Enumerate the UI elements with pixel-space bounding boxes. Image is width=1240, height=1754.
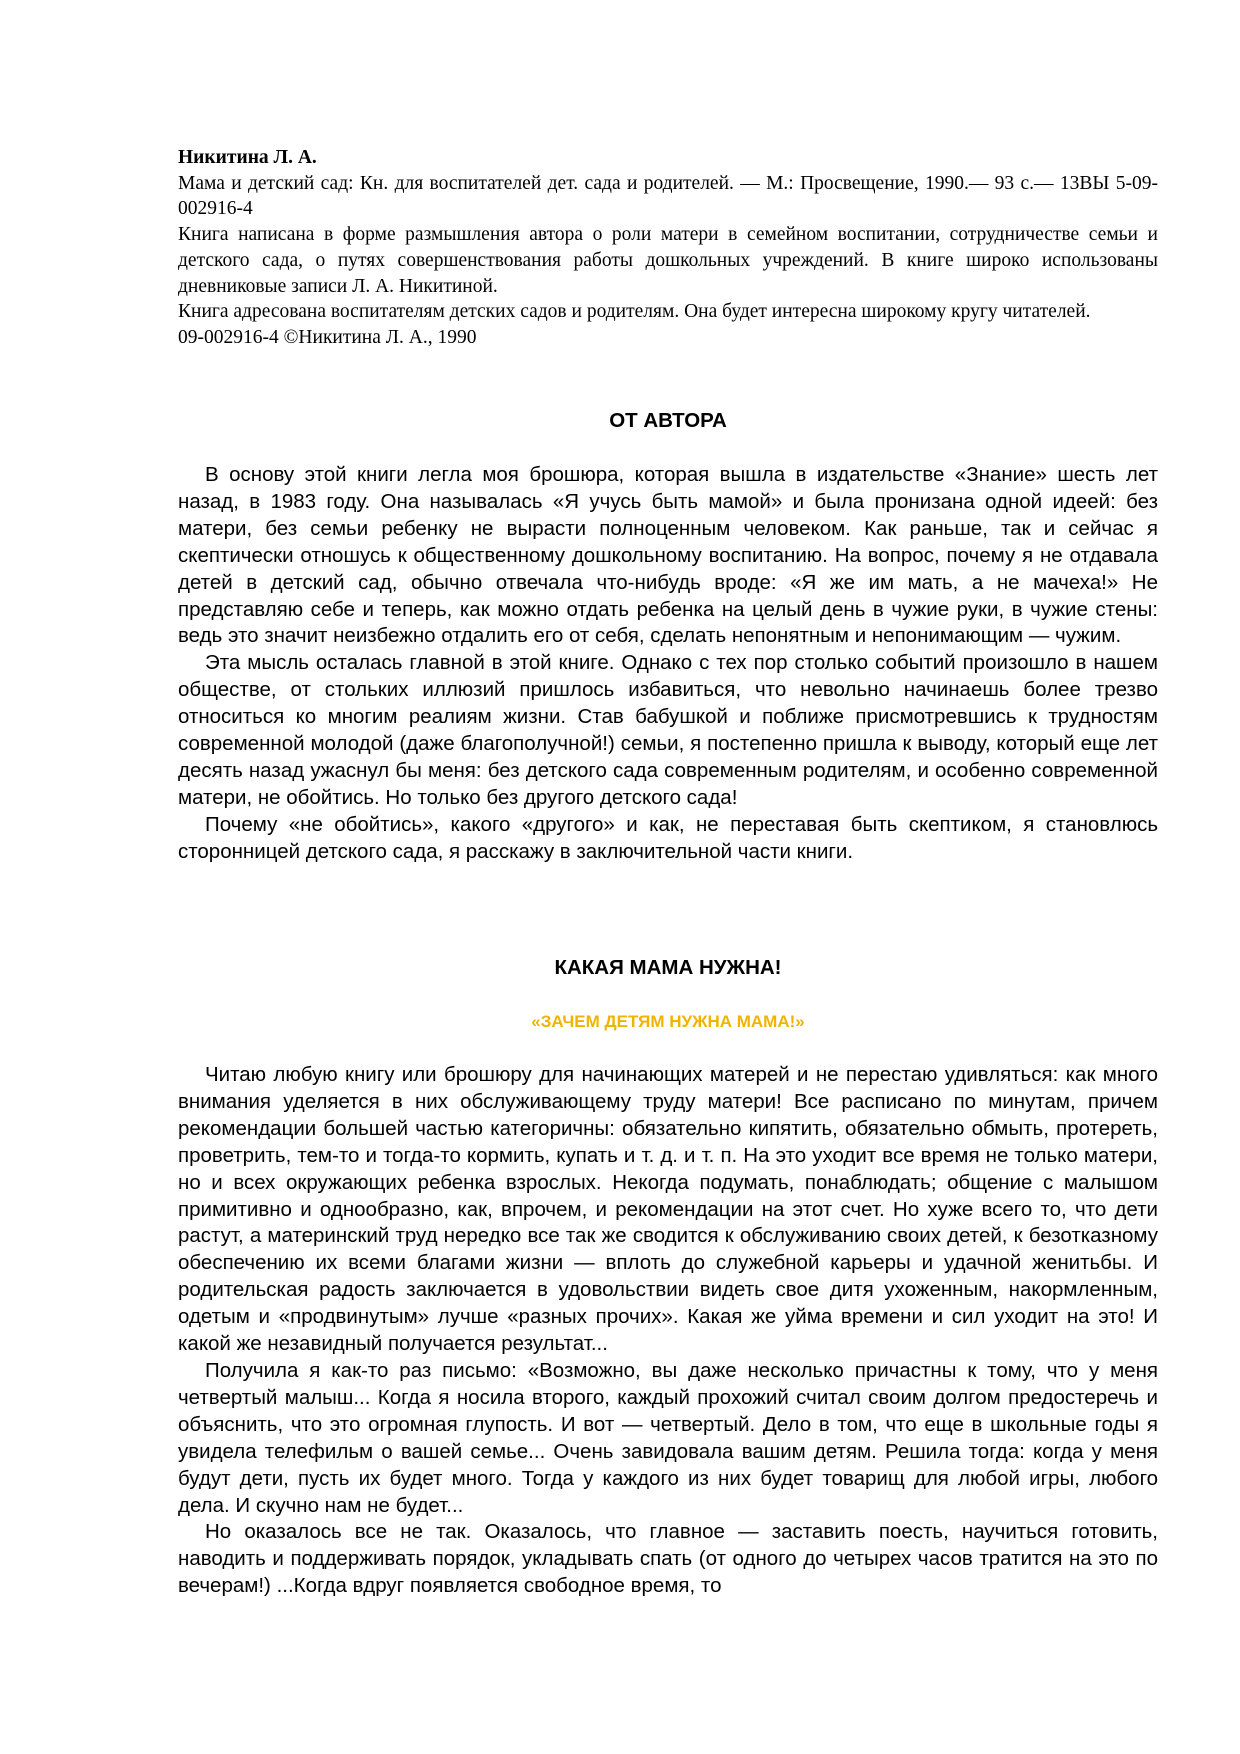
book-audience: Книга адресована воспитателям детских садов и родителям. Она будет интересна широкому кругу читателей. [178,301,1091,323]
chapter-title: КАКАЯ МАМА НУЖНА! [554,956,782,979]
publication-info: Мама и детский сад: Кн. для воспитателей дет. сада и родителей. — М.: Просвещение, 1990.— 93 с.— 13ВЫ 5-09-002916-4 [178,172,1158,220]
chapter-subtitle: «ЗАЧЕМ ДЕТЯМ НУЖНА МАМА!» [531,1012,805,1031]
paragraph: Читаю любую книгу или брошюру для начинающих матерей и не перестаю удивляться: как много внимания уделяется в них обслуживающему труду матери! Все расписано по минутам, причем рекомендации большей частью категоричны: обязательно кипятить, обязательно обмыть, протереть, проветрить, тем-то и тогда-то кормить, купать и т. д. и т. п. На это уходит все время не только матери, но и всех окружающих ребенка взрослых. Некогда подумать, понаблюдать; общение с малышом примитивно и однообразно, как, впрочем, и рекомендации на этот счет. Но хуже всего то, что дети растут, а материнский труд нередко все так же сводится к обслуживанию своих детей, к безотказному обеспечению их всеми благами жизни — вплоть до служебной карьеры и удачной женитьбы. И родительская радость заключается в удовольствии видеть свое дитя ухоженным, накормленным, одетым и «продвинутым» лучше «разных прочих». Какая же уйма времени и сил уходит на это! И какой же незавидный получается результат... [178,1063,1158,1356]
bibliographic-block [178,145,1158,351]
paragraph: В основу этой книги легла моя брошюра, которая вышла в издательстве «Знание» шесть лет назад, в 1983 году. Она называлась «Я учусь быть мамой» и была пронизана одной идеей: без матери, без семьи ребенку не вырасти полноценным человеком. Как раньше, так и сейчас я скептически отношусь к общественному дошкольному воспитанию. На вопрос, почему я не отдавала детей в детский сад, обычно отвечала что-нибудь вроде: «Я же им мать, а не мачеха!» Не представляю себе и теперь, как можно отдать ребенка на целый день в чужие руки, в чужие стены: ведь это значит неизбежно отдалить его от себя, сделать непонятным и непонимающим — чужим. [178,463,1158,648]
chapter-text [178,1062,1158,1600]
copyright-line: 09-002916-4 ©Никитина Л. А., 1990 [178,326,477,348]
book-annotation: Книга написана в форме размышления автора о роли матери в семейном воспитании, сотрудничестве семьи и детского сада, о путях совершенствования работы дошкольных учреждений. В книге широко использованы дневниковые записи Л. А. Никитиной. [178,224,1158,297]
paragraph: Но оказалось все не так. Оказалось, что главное — заставить поесть, научиться готовить, наводить и поддерживать порядок, укладывать спать (от одного до четырех часов тратится на это по вечерам!) ...Когда вдруг появляется свободное время, то [178,1520,1158,1598]
book-author: Никитина Л. А. [178,147,317,168]
paragraph: Получила я как-то раз письмо: «Возможно, вы даже несколько причастны к тому, что у меня четвертый малыш... Когда я носила второго, каждый прохожий считал своим долгом предостеречь и объяснить, что это огромная глупость. И вот — четвертый. Дело в том, что еще в школьные годы я увидела телефильм о вашей семье... Очень завидовала вашим детям. Решила тогда: когда у меня будут дети, пусть их будет много. Тогда у каждого из них будет товарищ для любой игры, любого дела. И скучно нам не будет... [178,1358,1158,1517]
paragraph: Эта мысль осталась главной в этой книге. Однако с тех пор столько событий произошло в нашем обществе, от стольких иллюзий пришлось избавиться, что невольно начинаешь более трезво относиться ко многим реалиям жизни. Став бабушкой и поближе присмотревшись к трудностям современной молодой (даже благополучной!) семьи, я постепенно пришла к выводу, который еще лет десять назад ужаснул бы меня: без детского сада современным родителям, и особенно современной матери, не обойтись. Но только без другого детского сада! [178,651,1158,809]
paragraph: Почему «не обойтись», какого «другого» и как, не переставая быть скептиком, я становлюсь сторонницей детского сада, я расскажу в заключительной части книги. [178,812,1158,863]
section-title-from-author: ОТ АВТОРА [609,409,727,432]
from-author-text [178,462,1158,866]
